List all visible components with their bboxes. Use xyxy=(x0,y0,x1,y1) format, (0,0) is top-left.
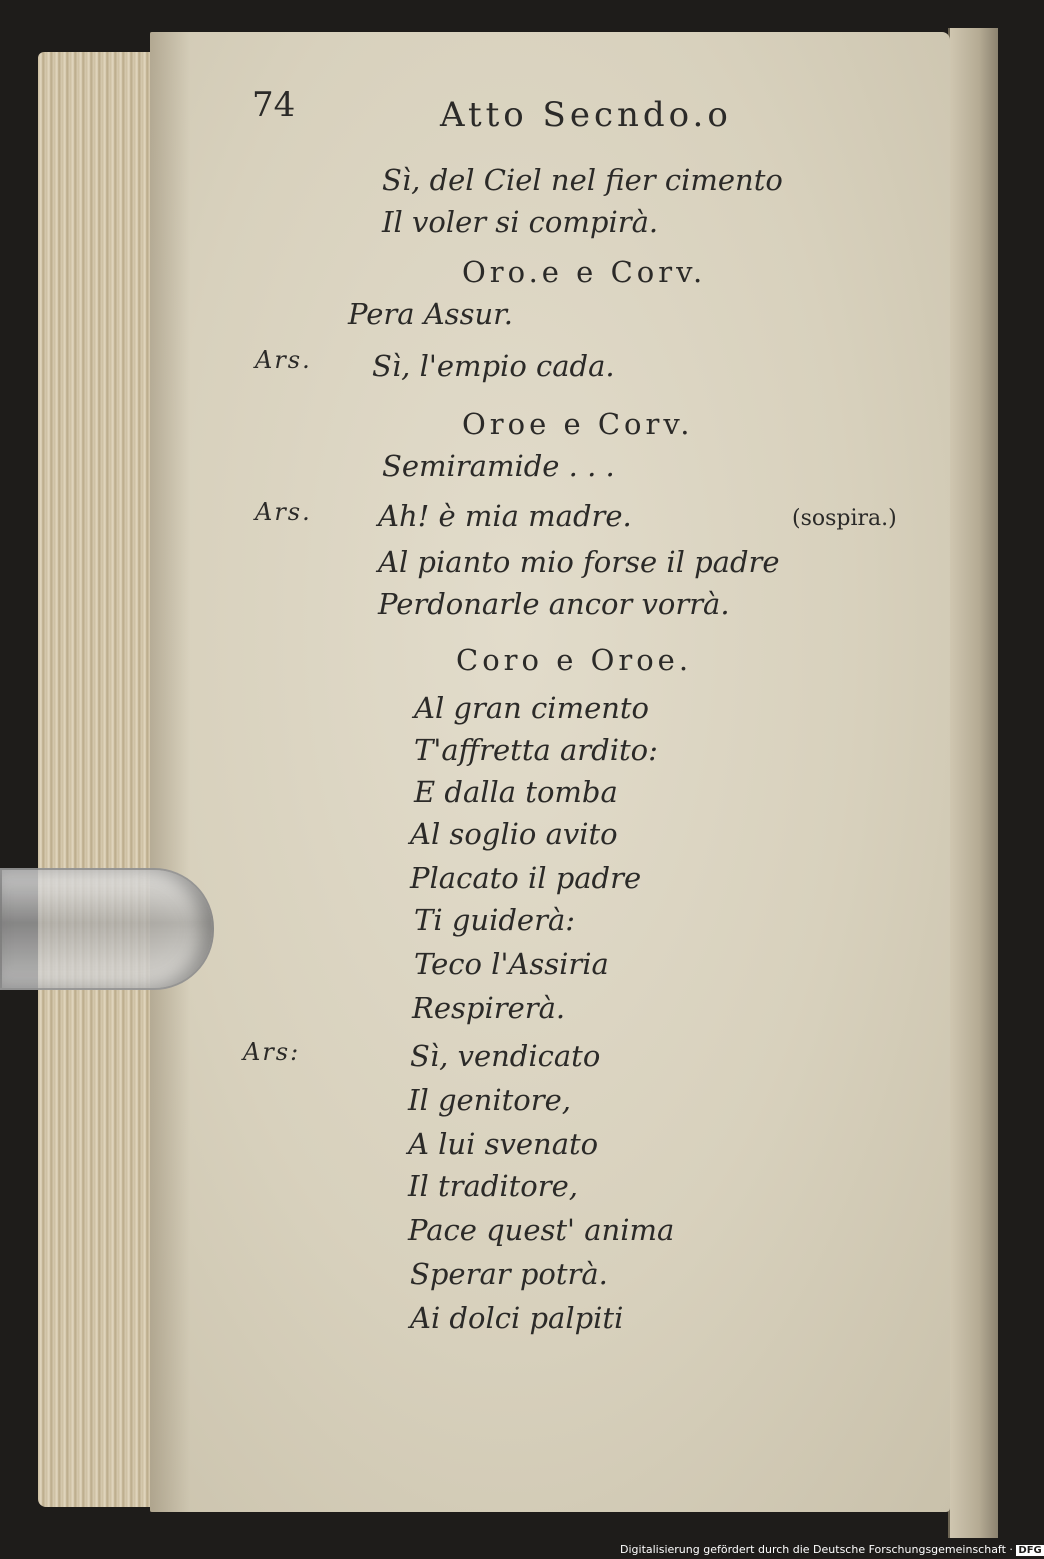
verse-line: Teco l'Assiria xyxy=(414,947,609,981)
verse-line: Al pianto mio forse il padre xyxy=(378,545,780,579)
verse-line: A lui svenato xyxy=(408,1127,599,1161)
verse-line: Sì, del Ciel nel fier cimento xyxy=(382,163,783,197)
verse-line: Ah! è mia madre. xyxy=(378,499,632,533)
verse-line: E dalla tomba xyxy=(414,775,618,809)
speaker-label: Ars: xyxy=(243,1038,301,1066)
verse-line: Placato il padre xyxy=(410,861,642,895)
verse-line: Respirerà. xyxy=(412,991,566,1025)
verse-line: Sì, vendicato xyxy=(410,1039,601,1073)
verse-line: Il traditore, xyxy=(408,1169,578,1203)
verse-line: Ai dolci palpiti xyxy=(410,1301,624,1335)
verse-line: T'affretta ardito: xyxy=(414,733,658,767)
footer-credit xyxy=(620,1543,1042,1559)
speaker-label: Ars. xyxy=(255,498,312,526)
verse-line: Il genitore, xyxy=(408,1083,571,1117)
page-number: 74 xyxy=(252,85,296,125)
facing-page-edge xyxy=(948,28,998,1538)
verse-line: Semiramide . . . xyxy=(382,449,615,483)
verse-line: Pera Assur. xyxy=(348,297,514,331)
speaker-label: Ars. xyxy=(255,346,312,374)
stage-direction: (sospira.) xyxy=(792,506,897,531)
footer-text: Digitalisierung gefördert durch die Deutsche Forschungsgemeinschaft · xyxy=(620,1543,1013,1556)
speaker-cue: Oroe e Corv. xyxy=(462,407,694,441)
glass-page-holder xyxy=(0,868,214,990)
verse-line: Il voler si compirà. xyxy=(382,205,659,239)
speaker-cue: Coro e Oroe. xyxy=(456,643,693,677)
verse-line: Perdonarle ancor vorrà. xyxy=(378,587,730,621)
verse-line: Sperar potrà. xyxy=(410,1257,608,1291)
verse-line: Al soglio avito xyxy=(410,817,618,851)
verse-line: Ti guiderà: xyxy=(414,903,576,937)
verse-line: Sì, l'empio cada. xyxy=(372,349,615,383)
speaker-cue: Oro.e e Corv. xyxy=(462,255,707,289)
dfg-logo: DFG xyxy=(1018,1545,1042,1556)
running-header: Atto Secndo.o xyxy=(440,95,732,135)
verse-line: Pace quest' anima xyxy=(408,1213,675,1247)
verse-line: Al gran cimento xyxy=(414,691,650,725)
